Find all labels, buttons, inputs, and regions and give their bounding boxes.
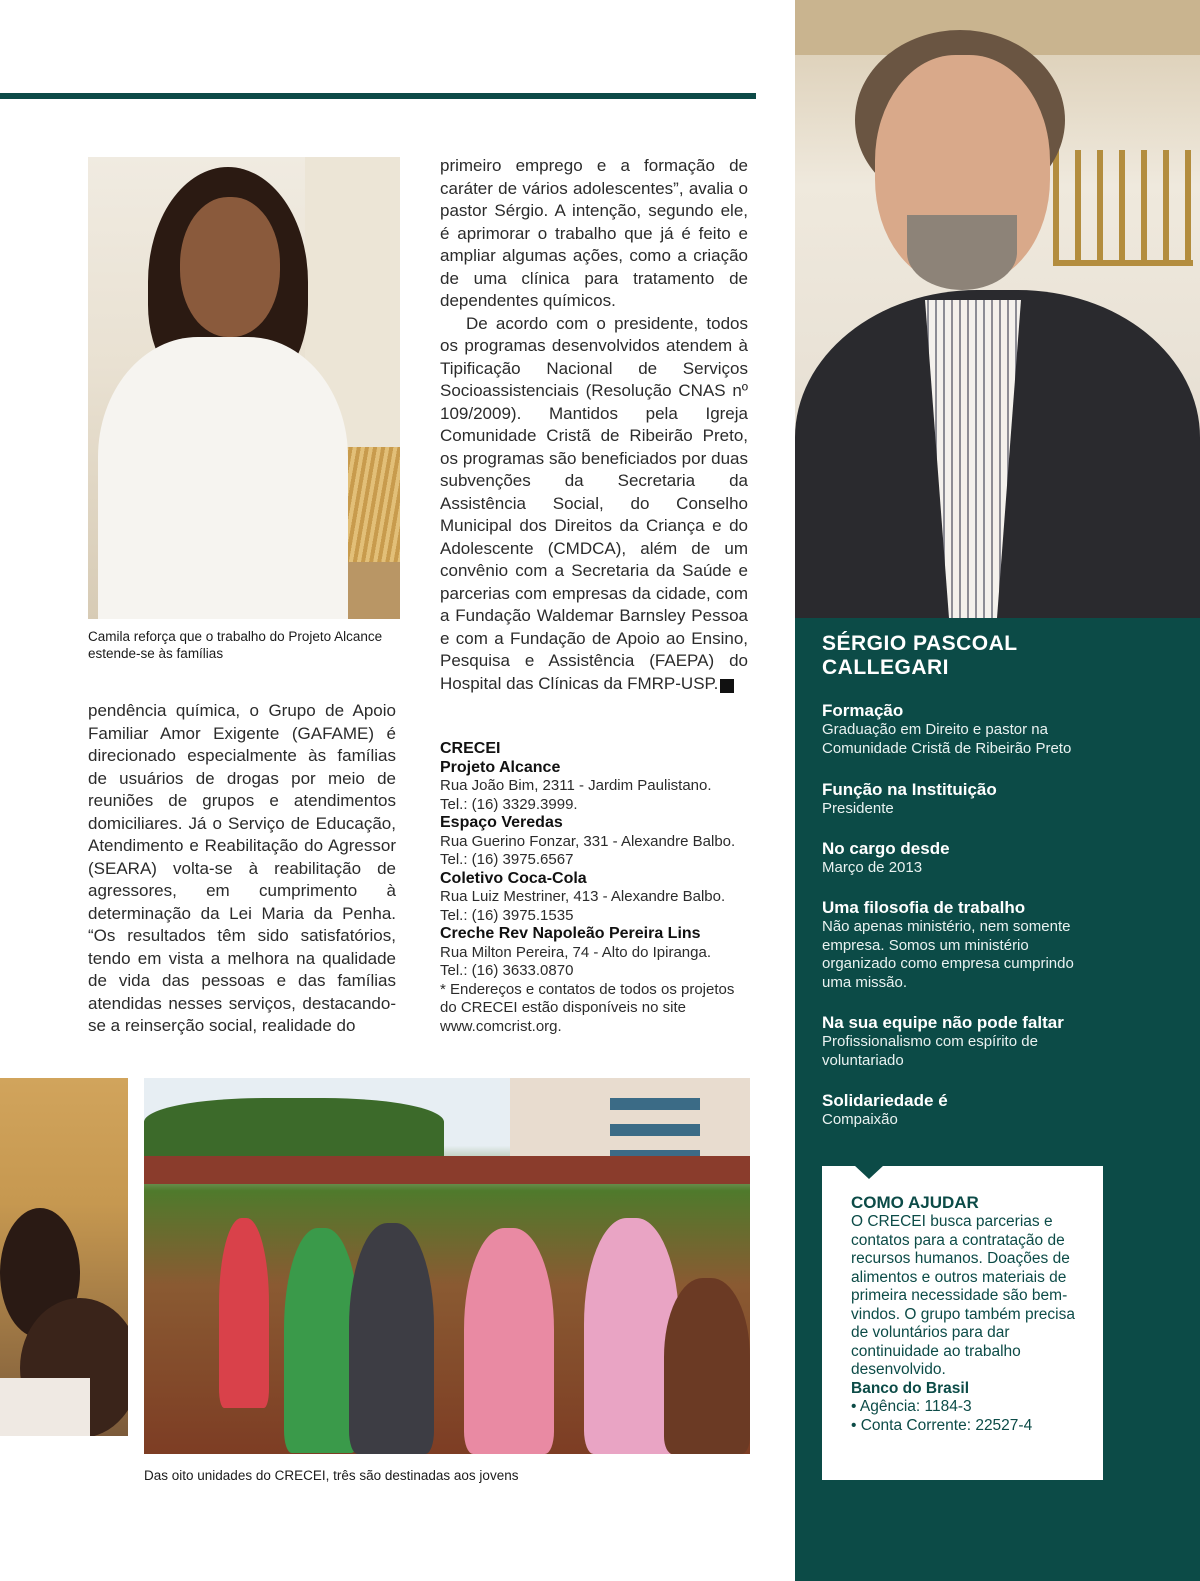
contact-phone: Tel.: (16) 3329.3999. — [440, 795, 578, 813]
bank-agency: • Agência: 1184-3 — [851, 1398, 972, 1415]
field-label: No cargo desde — [822, 839, 950, 858]
field-value: Compaixão — [822, 1111, 898, 1128]
contact-item — [440, 759, 760, 815]
profile-name-line2: CALLEGARI — [822, 656, 949, 679]
contact-phone: Tel.: (16) 3633.0870 — [440, 962, 574, 979]
group-photo-left — [0, 1078, 128, 1436]
field-value: Graduação em Direito e pastor na Comunidade Cristã de Ribeirão Preto — [822, 721, 1072, 757]
contacts-note: * Endereços e contatos de todos os projetos do CRECEI estão disponíveis no site www.comcrist.org. — [440, 980, 735, 1035]
article-paragraph-1: primeiro emprego e a formação de caráter de vários adolescentes”, avalia o pastor Sérgio. A intenção, segundo ele, é aprimorar o trabalho que já é feito e ampliar algumas ações, como a criação de uma clínica para tratamento de dependentes químicos. — [440, 156, 748, 310]
sergio-photo — [795, 0, 1200, 618]
field-label: Uma filosofia de trabalho — [822, 898, 1026, 917]
field-value: Março de 2013 — [822, 859, 923, 876]
help-text: O CRECEI busca parcerias e contatos para a contratação de recursos humanos. Doações de alimentos e outros materiais de primeira necessidade são bem-vindos. O grupo também precisa de voluntários para dar continuidade ao trabalho desenvolvido. — [851, 1213, 1075, 1378]
contact-phone: Tel.: (16) 3975.6567 — [440, 851, 574, 868]
camila-caption: Camila reforça que o trabalho do Projeto Alcance estende-se às famílias — [88, 629, 383, 661]
profile-name-line1: SÉRGIO PASCOAL — [822, 632, 1018, 655]
contact-item — [440, 870, 760, 926]
profile-name — [822, 632, 1018, 680]
field-value: Profissionalismo com espírito de voluntariado — [822, 1033, 1038, 1069]
contact-address: Rua Guerino Fonzar, 331 - Alexandre Balbo. — [440, 832, 736, 850]
profile-field — [822, 1013, 1112, 1070]
profile-field — [822, 898, 1102, 992]
how-to-help-box — [822, 1166, 1103, 1480]
profile-field — [822, 839, 1122, 878]
contact-phone: Tel.: (16) 3975.1535 — [440, 906, 574, 924]
profile-field — [822, 780, 1122, 819]
help-title: COMO AJUDAR — [851, 1193, 979, 1212]
field-value: Não apenas ministério, nem somente empresa. Somos um ministério organizado como empresa cumprindo uma missão. — [822, 918, 1074, 991]
contact-item — [440, 814, 760, 870]
profile-field — [822, 1091, 1122, 1130]
contact-name: Projeto Alcance — [440, 758, 561, 776]
contact-name: Creche Rev Napoleão Pereira Lins — [440, 925, 701, 942]
field-label: Formação — [822, 701, 904, 720]
contacts-block — [440, 740, 760, 1036]
kids-garden-photo — [144, 1078, 750, 1454]
field-label: Função na Instituição — [822, 780, 997, 799]
article-text-left: pendência química, o Grupo de Apoio Familiar Amor Exigente (GAFAME) é direcionado especialmente às famílias de usuários de drogas por meio de reuniões de grupos e atendimentos domiciliares. Já o Serviço de Educação, Atendimento e Reabilitação do Agressor (SEARA) volta-se à reabilitação de agressores, em cumprimento à determinação da Lei Maria da Penha. “Os resultados têm sido satisfatórios, tendo em vista a melhora na qualidade de vida das pessoas e das famílias atendidas nesses serviços, destacando-se a reinserção social, realidade do — [88, 701, 396, 1035]
bank-label: Banco do Brasil — [851, 1379, 969, 1397]
contact-item — [440, 925, 760, 981]
contact-address: Rua Luiz Mestriner, 413 - Alexandre Balbo. — [440, 888, 726, 905]
article-column-right — [440, 155, 751, 695]
field-value: Presidente — [822, 800, 894, 817]
contact-name: Espaço Veredas — [440, 814, 563, 831]
field-label: Na sua equipe não pode faltar — [822, 1013, 1064, 1032]
contact-name: Coletivo Coca-Cola — [440, 869, 587, 887]
contact-address: Rua João Bim, 2311 - Jardim Paulistano. — [440, 777, 712, 794]
contact-address: Rua Milton Pereira, 74 - Alto do Ipiranga. — [440, 943, 711, 961]
menorah-icon — [1053, 150, 1193, 266]
article-paragraph-2: De acordo com o presidente, todos os programas desenvolvidos atendem à Tipificação Nacional de Serviços Socioassistenciais (Resolução CNAS nº 109/2009). Mantidos pela Igreja Comunidade Cristã de Ribeirão Preto, os programas são beneficiados por duas subvenções da Secretaria da Assistência Social, do Conselho Municipal dos Direitos da Criança e do Adolescente (CMDCA), além de um convênio com a Secretaria da Saúde e parcerias com empresas da cidade, com a Fundação Waldemar Barnsley Pessoa e com a Fundação de Apoio ao Ensino, Pesquisa e Assistência (FAEPA) do Hospital das Clínicas da FMRP-USP. — [440, 313, 748, 693]
kids-caption: Das oito unidades do CRECEI, três são destinadas aos jovens — [144, 1468, 519, 1483]
profile-field — [822, 701, 1122, 758]
bank-account: • Conta Corrente: 22527-4 — [851, 1416, 1033, 1434]
contacts-heading: CRECEI — [440, 740, 501, 757]
end-mark-icon: r — [720, 679, 734, 693]
camila-photo — [88, 157, 400, 619]
field-label: Solidariedade é — [822, 1091, 948, 1110]
notch-icon — [854, 1165, 884, 1179]
top-rule — [0, 93, 756, 99]
article-column-left — [88, 700, 396, 1038]
